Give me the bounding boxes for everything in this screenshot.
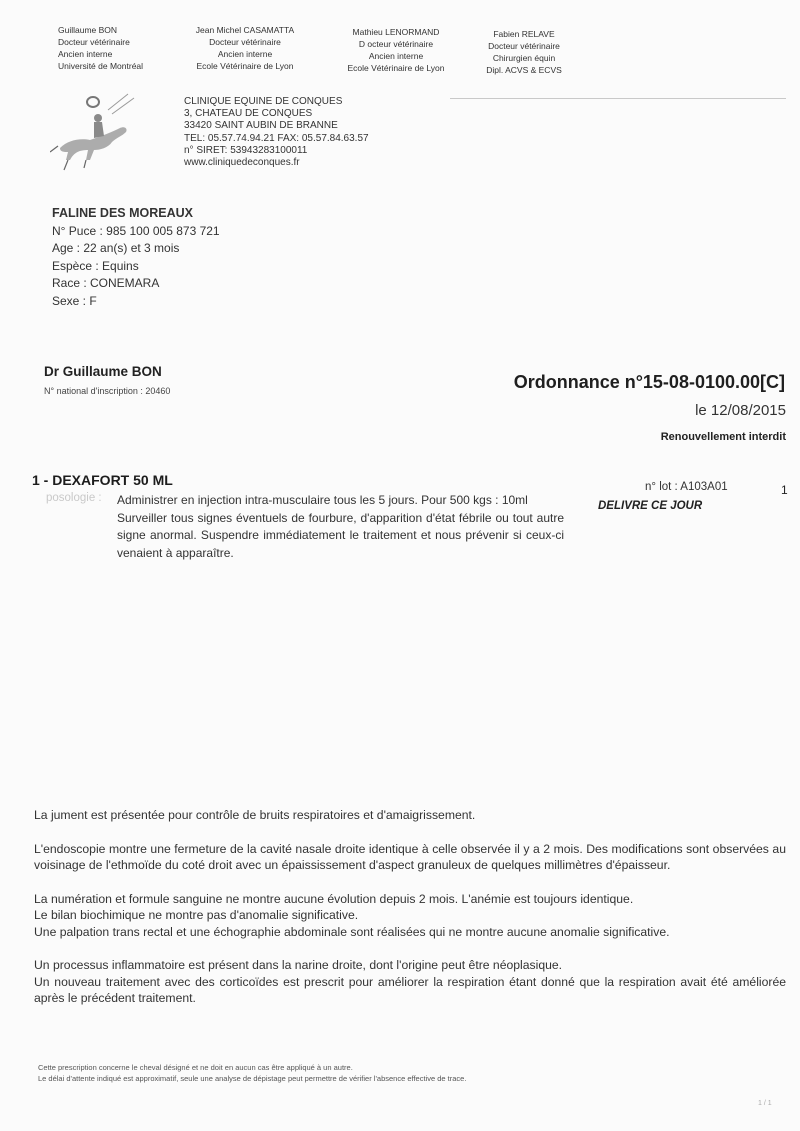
notes-paragraph: La jument est présentée pour contrôle de bruits respiratoires et d'amaigrissement. [34, 808, 476, 822]
footer-line: Le délai d'attente indiqué est approximatif, seule une analyse de dépistage peut permettre de vérifier l'absence effective de trace. [38, 1074, 467, 1083]
vet-line: Dipl. ACVS & ECVS [486, 65, 562, 75]
animal-detail: Espèce : Equins [52, 258, 139, 273]
notes-paragraph: La numération et formule sanguine ne montre aucune évolution depuis 2 mois. L'anémie est toujours identique. [34, 891, 634, 906]
vet-line: Ancien interne [217, 49, 273, 59]
animal-info [52, 205, 220, 310]
posology-paragraph: Surveiller tous signes éventuels de fourbure, d'apparition d'état fébrile ou tout autre signe anormal. Suspendre immédiatement le traitement et nous prévenir si ceux-ci venaient à apparaître. [117, 510, 564, 560]
vet-line: Chirurgien équin [492, 53, 556, 63]
notes-paragraph: Un nouveau traitement avec des corticoïdes est prescrit pour améliorer la respiration étant donné que la respiration avait été améliorée après le précédent traitement. [34, 974, 786, 1005]
vet-block-lenormand [342, 26, 450, 74]
notes-paragraph: L'endoscopie montre une fermeture de la cavité nasale droite identique à celle observée il y a 2 mois. Des modifications sont observées au voisinage de l'ethmoïde du coté droit avec un épaississement d'aspect granuleux de quelques millimètres d'épaisseur. [34, 841, 786, 872]
vet-line: Docteur vétérinaire [209, 37, 281, 47]
vet-block-casamatta [190, 24, 300, 72]
vet-block-bon [58, 24, 143, 72]
clinic-logo [50, 88, 140, 174]
animal-detail: Age : 22 an(s) et 3 mois [52, 241, 180, 255]
prescription-item-title: 1 - DEXAFORT 50 ML [32, 472, 173, 488]
notes-paragraph: Le bilan biochimique ne montre pas d'anomalie significative. [34, 908, 359, 922]
vet-line: Université de Montréal [58, 61, 144, 71]
clinic-line: www.cliniquedeconques.fr [184, 157, 300, 169]
renewal-notice: Renouvellement interdit [660, 431, 786, 443]
notes-paragraph: Une palpation trans rectal et une échographie abdominale sont réalisées qui ne montre aucune anomalie significative. [34, 924, 670, 939]
animal-name: FALINE DES MOREAUX [52, 206, 193, 220]
doctor-name: Dr Guillaume BON [44, 364, 162, 379]
footer-line: Cette prescription concerne le cheval désigné et ne doit en aucun cas être appliqué à un autre. [38, 1063, 353, 1072]
vet-line: Ancien interne [368, 51, 424, 61]
animal-detail: Race : CONEMARA [52, 276, 160, 290]
clinic-line: 3, CHATEAU DE CONQUES [184, 108, 313, 120]
vet-line: Jean Michel CASAMATTA [195, 25, 295, 35]
vet-line: Ancien interne [58, 49, 113, 59]
legal-footer [38, 1062, 466, 1084]
item-quantity: 1 [781, 483, 788, 497]
lot-number: n° lot : A103A01 [645, 481, 728, 493]
notes-paragraph: Un processus inflammatoire est présent dans la narine droite, dont l'origine peut être néoplasique. [34, 958, 563, 972]
animal-detail: Sexe : F [52, 293, 97, 308]
prescription-date: le 12/08/2015 [695, 402, 786, 419]
posology-label: posologie : [46, 492, 102, 504]
clinic-line: 33420 SAINT AUBIN DE BRANNE [184, 120, 338, 132]
clinic-line: TEL: 05.57.74.94.21 FAX: 05.57.84.63.57 [184, 132, 369, 144]
vet-line: Docteur vétérinaire [58, 37, 130, 47]
vet-line: Guillaume BON [58, 25, 118, 35]
vet-line: D octeur vétérinaire [358, 39, 434, 49]
clinical-notes [34, 807, 786, 1007]
clinic-line: n° SIRET: 53943283100011 [184, 144, 308, 156]
vet-line: Mathieu LENORMAND [352, 27, 440, 37]
vet-line: Ecole Vétérinaire de Lyon [196, 61, 294, 71]
clinic-address [184, 96, 369, 169]
recipient-address-box [450, 98, 786, 211]
prescription-title: Ordonnance n°15-08-0100.00[C] [513, 372, 785, 392]
horse-rider-logo-icon [50, 88, 140, 174]
animal-detail: N° Puce : 985 100 005 873 721 [52, 223, 220, 238]
vet-line: Docteur vétérinaire [488, 41, 560, 51]
posology-text [117, 492, 564, 562]
vet-line: Fabien RELAVE [493, 29, 555, 39]
vet-line: Ecole Vétérinaire de Lyon [347, 63, 445, 73]
posology-paragraph: Administrer en injection intra-musculaire tous les 5 jours. Pour 500 kgs : 10ml [117, 493, 528, 507]
page-number: 1 / 1 [758, 1100, 772, 1107]
doctor-registration: N° national d'inscription : 20460 [44, 386, 171, 396]
delivery-status: DELIVRE CE JOUR [598, 500, 703, 512]
vet-block-relave [478, 28, 570, 76]
clinic-line: CLINIQUE EQUINE DE CONQUES [184, 96, 343, 107]
